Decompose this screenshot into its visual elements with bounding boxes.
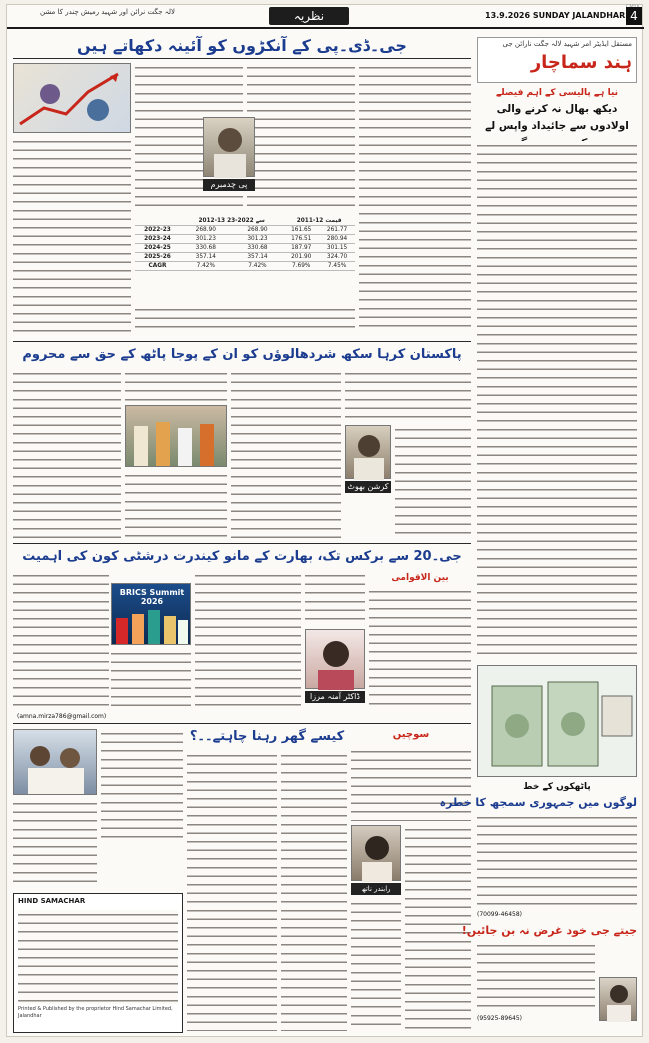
newspaper-page: [6, 4, 643, 1037]
text-column: [13, 571, 109, 711]
mid-headline: پاکستان کرہا سکھ شردھالوؤں کو ان کے پوجا پاٹھ کے حق سے محروم: [22, 347, 462, 362]
table-value-cell: 357.14: [232, 253, 284, 262]
text-column: [369, 587, 471, 711]
date-line: 13.9.2026 SUNDAY JALANDHAR: [485, 11, 626, 20]
children-photo: [13, 729, 97, 795]
table-value-cell: 7.42%: [232, 262, 284, 271]
table-year-cell: CAGR: [135, 262, 180, 271]
g20-headline: جی۔20 سے برکس تک، بھارت کے مانو کیندرت درشٹی کون کی اہمیت: [22, 549, 462, 564]
text-column: [101, 729, 183, 839]
author-byline: کرشن بھوٹ: [345, 481, 391, 493]
table-header-row: [135, 217, 355, 226]
text-column: [135, 305, 355, 335]
divider: [13, 341, 471, 342]
table-value-cell: 330.68: [180, 244, 232, 253]
table-value-cell: 7.42%: [180, 262, 232, 271]
table-value-cell: 301.23: [180, 235, 232, 244]
bottom-headline: کیسے گھر رہنا چاہتے۔۔؟: [189, 729, 345, 744]
bottom-mid-headline: سوچیں: [392, 729, 430, 740]
author-byline: رابندر ناتھ: [351, 883, 401, 895]
gdp-illustration: [13, 63, 131, 133]
text-column: [13, 137, 131, 337]
table-row: [135, 262, 355, 271]
page-number: 4: [626, 7, 642, 25]
text-column: [231, 369, 341, 539]
divider: [13, 543, 471, 544]
right-lead-headline: دیکھ بھال نہ کرنے والی اولادوں سے جائیداد واپس لے: [485, 103, 629, 132]
divider: [13, 58, 471, 59]
table-value-cell: 301.23: [232, 235, 284, 244]
text-column: [111, 649, 191, 711]
text-column: [477, 141, 637, 661]
text-column: [351, 899, 401, 1031]
phone-number: (95925-89645): [477, 1015, 523, 1022]
divider: [13, 723, 471, 724]
letters-title: پاٹھکوں کے خط: [523, 782, 591, 792]
table-value-cell: 357.14: [180, 253, 232, 262]
table-row: [135, 253, 355, 262]
section-title: نظریہ: [269, 7, 349, 25]
text-column: [281, 751, 347, 1031]
text-column: [477, 941, 595, 1011]
text-column: [125, 471, 227, 539]
page-header: [7, 5, 644, 29]
table-header-cell: [135, 217, 180, 226]
table-row: [135, 244, 355, 253]
imprint-text: [18, 910, 178, 1004]
text-column: [359, 63, 471, 333]
table-value-cell: 261.77: [319, 226, 355, 235]
pilgrims-photo: [125, 405, 227, 467]
table-value-cell: 330.68: [232, 244, 284, 253]
cartoon: [477, 665, 637, 777]
text-column: [345, 369, 471, 423]
table-year-cell: 2025-26: [135, 253, 180, 262]
text-column: [247, 63, 355, 213]
paper-name: ہند سماچار: [530, 52, 632, 73]
top-main-headline: جی۔ڈی۔پی کے آنکڑوں کو آئینہ دکھاتے ہیں: [77, 36, 407, 55]
text-column: [305, 571, 365, 625]
table-row: [135, 235, 355, 244]
imprint-note: Printed & Published by the proprietor Hind Samachar Limited, Jalandhar: [18, 1006, 173, 1019]
table-year-cell: 2022-23: [135, 226, 180, 235]
author-photo: [351, 825, 401, 881]
table-value-cell: 324.70: [319, 253, 355, 262]
table-year-cell: 2024-25: [135, 244, 180, 253]
author-photo: [305, 629, 365, 689]
author-email: (amna.mirza786@gmail.com): [17, 713, 107, 720]
text-column: [195, 571, 301, 711]
masthead-topline: مستقل ایڈیٹر امر شہید لالہ جگت نارائن جی: [502, 40, 632, 48]
table-value-cell: 201.90: [283, 253, 319, 262]
table-header-cell: 2011-12 قیمت: [283, 217, 355, 226]
table-value-cell: 280.94: [319, 235, 355, 244]
table-row: [135, 226, 355, 235]
bottom-right-headline: جیتے جی خود غرض نہ بن جائیں!: [461, 924, 637, 937]
letters-headline: لوگوں میں جمہوری سمجھ کا خطرہ: [439, 796, 637, 809]
table-value-cell: 268.90: [232, 226, 284, 235]
author-photo: [203, 117, 255, 177]
table-value-cell: 268.90: [180, 226, 232, 235]
text-column: [13, 369, 121, 539]
table-header-cell: 2012-13 سے 2022-23: [180, 217, 283, 226]
gdp-table: [135, 217, 355, 271]
table-value-cell: 7.69%: [283, 262, 319, 271]
imprint-box: [13, 893, 183, 1033]
table-value-cell: 7.45%: [319, 262, 355, 271]
text-column: [477, 813, 637, 909]
masthead-logo: [477, 37, 637, 83]
author-byline: ڈاکٹر آمنہ مرزا: [305, 691, 365, 703]
text-column: [125, 369, 227, 403]
phone-number: (70099-46458): [477, 911, 523, 918]
text-column: [395, 425, 471, 539]
table-value-cell: 176.51: [283, 235, 319, 244]
international-label: بین الاقوامی: [391, 573, 449, 583]
author-photo: [599, 977, 637, 1021]
brics-photo: [111, 583, 191, 645]
right-top-headline: نیا ہے پالیسی کے اہم فیصلے: [495, 88, 619, 98]
author-byline: پی چدمبرم: [203, 179, 255, 191]
brics-caption: BRICS Summit 2026: [119, 588, 185, 606]
table-value-cell: 187.97: [283, 244, 319, 253]
text-column: [187, 751, 277, 1031]
author-photo: [345, 425, 391, 479]
table-value-cell: 301.15: [319, 244, 355, 253]
tagline: لالہ جگت نرائن اور شہید رمیش چندر کا مشن: [39, 8, 175, 16]
table-value-cell: 161.65: [283, 226, 319, 235]
imprint-title: HIND SAMACHAR: [18, 897, 86, 905]
table-year-cell: 2023-24: [135, 235, 180, 244]
text-column: [13, 799, 97, 889]
